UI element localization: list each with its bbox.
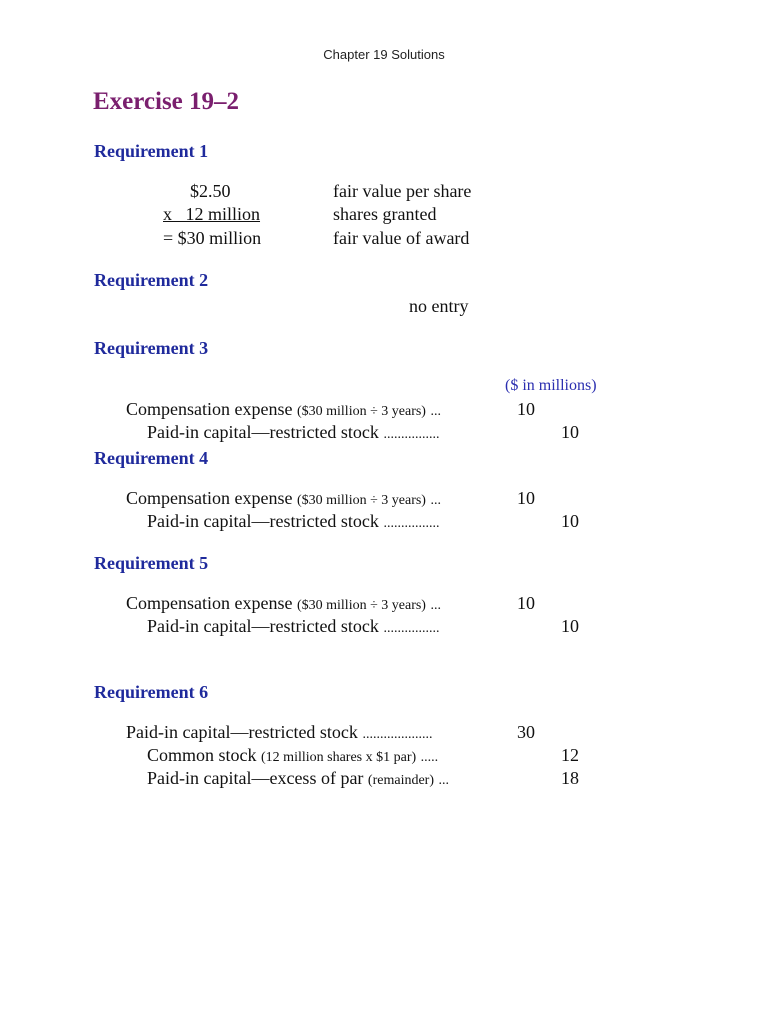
r3-credit-line: [147, 422, 439, 443]
r6-credit2-account: Paid-in capital—excess of par: [147, 768, 364, 788]
r3-credit-account: Paid-in capital—restricted stock: [147, 422, 379, 442]
r5-credit-amount: 10: [561, 616, 579, 636]
page-header: Chapter 19 Solutions: [323, 47, 445, 62]
r3-debit-amount: 10: [517, 399, 535, 419]
r5-debit-account: Compensation expense: [126, 593, 293, 613]
requirement-1-heading: Requirement 1: [94, 141, 209, 161]
r1-desc-shares: shares granted: [333, 204, 437, 224]
r5-debit-detail: ($30 million ÷ 3 years): [296, 598, 426, 613]
r4-debit-line: [126, 488, 441, 509]
r3-debit-leader: ...: [430, 404, 441, 419]
r6-debit-leader: ....................: [362, 727, 433, 742]
r6-credit1-amount: 12: [561, 745, 579, 765]
r4-credit-line: [147, 511, 439, 532]
r5-credit-leader: ................: [383, 621, 440, 636]
r3-credit-amount: 10: [561, 422, 579, 442]
r6-credit2-amount: 18: [561, 768, 579, 788]
r4-credit-amount: 10: [561, 511, 579, 531]
requirement-6-heading: Requirement 6: [94, 682, 209, 702]
r1-calc-fair-value: $2.50: [190, 181, 231, 201]
r4-debit-account: Compensation expense: [126, 488, 293, 508]
r6-credit2-detail: (remainder): [367, 773, 434, 788]
r5-credit-line: [147, 616, 439, 637]
r6-credit1-detail: (12 million shares x $1 par): [261, 750, 417, 765]
r6-debit-line: [126, 722, 432, 743]
r6-credit1-account: Common stock: [147, 745, 257, 765]
r5-debit-line: [126, 593, 441, 614]
r3-debit-account: Compensation expense: [126, 399, 293, 419]
r4-debit-detail: ($30 million ÷ 3 years): [296, 493, 426, 508]
r4-credit-leader: ................: [383, 516, 440, 531]
r2-no-entry: no entry: [409, 296, 469, 316]
r6-credit2-leader: ...: [438, 773, 449, 788]
r1-calc-shares: x 12 million: [163, 204, 261, 224]
r1-desc-fair-value: fair value per share: [333, 181, 472, 201]
requirement-5-heading: Requirement 5: [94, 553, 209, 573]
r3-credit-leader: ................: [383, 427, 440, 442]
r5-debit-amount: 10: [517, 593, 535, 613]
r6-debit-amount: 30: [517, 722, 535, 742]
r6-credit2-line: [147, 768, 449, 789]
r4-debit-leader: ...: [430, 493, 441, 508]
requirement-4-heading: Requirement 4: [94, 448, 209, 468]
r6-credit1-leader: .....: [420, 750, 439, 765]
r3-debit-detail: ($30 million ÷ 3 years): [296, 404, 426, 419]
requirement-2-heading: Requirement 2: [94, 270, 209, 290]
r1-calc-total: = $30 million: [163, 228, 262, 248]
exercise-title: Exercise 19–2: [93, 88, 240, 115]
r1-desc-total: fair value of award: [333, 228, 470, 248]
r5-debit-leader: ...: [430, 598, 441, 613]
r3-debit-line: [126, 399, 441, 420]
r6-debit-account: Paid-in capital—restricted stock: [126, 722, 358, 742]
r5-credit-account: Paid-in capital—restricted stock: [147, 616, 379, 636]
r4-credit-account: Paid-in capital—restricted stock: [147, 511, 379, 531]
requirement-3-heading: Requirement 3: [94, 338, 209, 358]
r6-credit1-line: [147, 745, 438, 766]
r4-debit-amount: 10: [517, 488, 535, 508]
units-label: ($ in millions): [505, 377, 597, 394]
